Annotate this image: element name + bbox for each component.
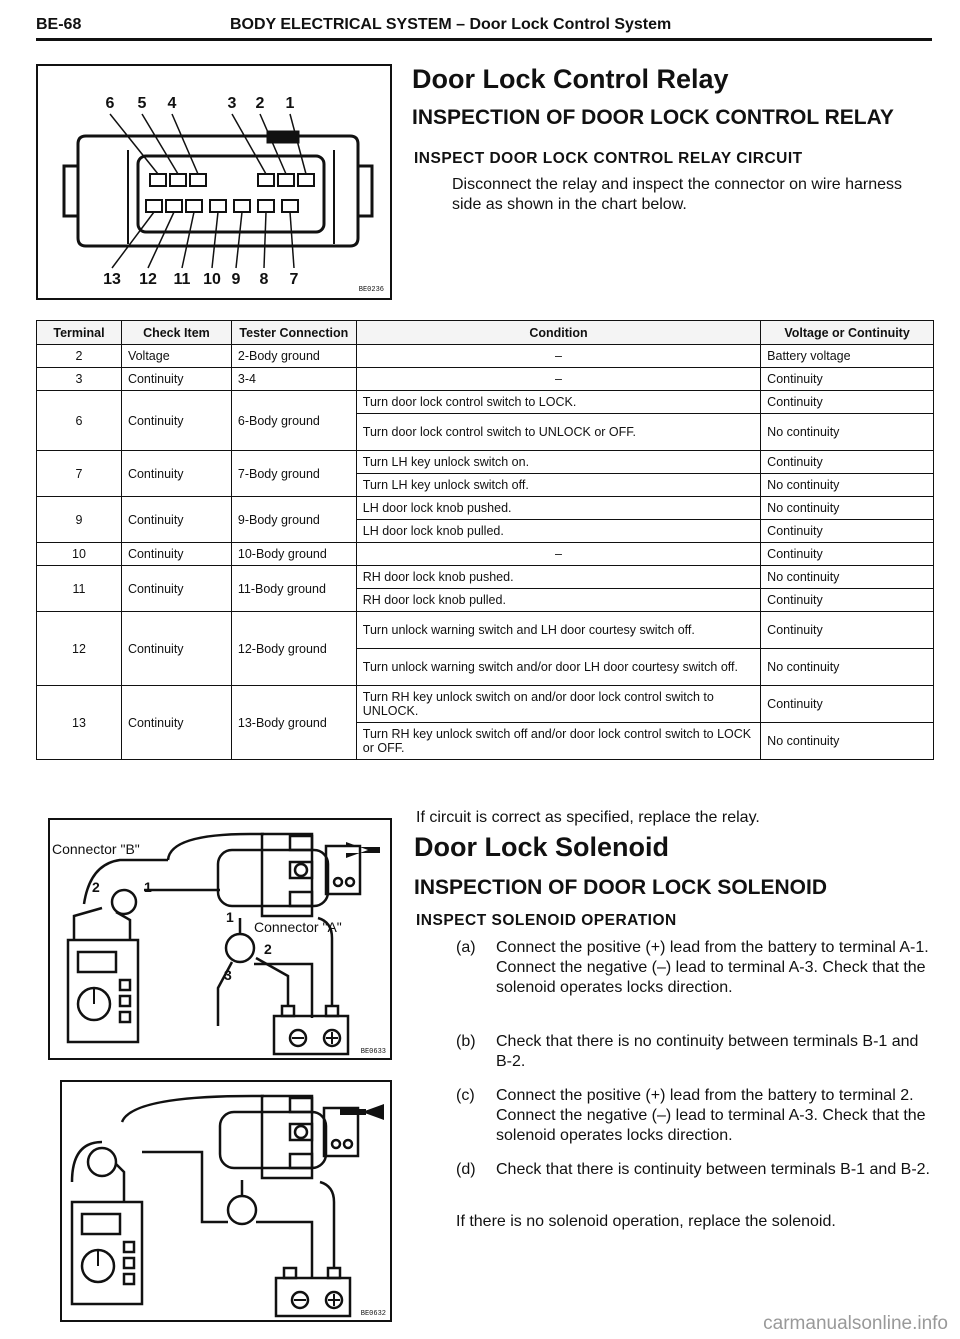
cell-tester: 10-Body ground [231, 543, 356, 566]
cell-tester: 12-Body ground [231, 612, 356, 686]
table-row [37, 345, 934, 368]
cell-tester: 13-Body ground [231, 686, 356, 760]
step-label: (c) [456, 1087, 475, 1104]
cell-check-item: Continuity [121, 391, 231, 451]
col-header-terminal: Terminal [37, 321, 122, 345]
cell-check-item: Voltage [121, 345, 231, 368]
step-label: (a) [456, 939, 476, 956]
pin-b2-label: 2 [92, 879, 100, 895]
solenoid-unlock-figure [60, 1080, 392, 1322]
pin-label-9: 9 [231, 271, 241, 288]
cell-result: Continuity [761, 391, 934, 414]
cell-tester: 6-Body ground [231, 391, 356, 451]
cell-result: No continuity [761, 497, 934, 520]
col-header-result: Voltage or Continuity [761, 321, 934, 345]
cell-condition: Turn door lock control switch to LOCK. [356, 391, 760, 414]
figure-code: BE0632 [360, 1310, 386, 1318]
step-text: Connect the positive (+) lead from the battery to terminal 2. Connect the negative (–) lead to terminal A-3. Check that the solenoid operates locks direction. [496, 1087, 926, 1144]
connector-figure [36, 64, 392, 300]
cell-condition: Turn unlock warning switch and/or door LH door courtesy switch off. [356, 649, 760, 686]
table-row [37, 566, 934, 589]
solenoid-step-a [456, 938, 932, 1022]
connector-diagram [38, 66, 390, 298]
cell-result: No continuity [761, 566, 934, 589]
cell-condition: Turn LH key unlock switch off. [356, 474, 760, 497]
pin-b1-label: 1 [144, 879, 152, 895]
pin-a1-label: 1 [226, 909, 234, 925]
solenoid-step-title: INSPECT SOLENOID OPERATION [416, 912, 677, 929]
step-text: Check that there is no continuity between terminals B-1 and B-2. [496, 1033, 919, 1070]
pin-label-11: 11 [173, 271, 191, 288]
cell-check-item: Continuity [121, 497, 231, 543]
cell-result: Continuity [761, 368, 934, 391]
cell-check-item: Continuity [121, 543, 231, 566]
pin-label-13: 13 [103, 271, 121, 288]
table-row [37, 391, 934, 414]
relay-subheading: INSPECTION OF DOOR LOCK CONTROL RELAY [412, 106, 894, 129]
cell-result: Battery voltage [761, 345, 934, 368]
pin-a2-label: 2 [264, 941, 272, 957]
table-row [37, 497, 934, 520]
cell-terminal: 6 [37, 391, 122, 451]
cell-condition: RH door lock knob pushed. [356, 566, 760, 589]
pin-label-5: 5 [137, 95, 147, 112]
cell-result: No continuity [761, 414, 934, 451]
cell-result: Continuity [761, 589, 934, 612]
cell-check-item: Continuity [121, 368, 231, 391]
cell-tester: 3-4 [231, 368, 356, 391]
pin-label-7: 7 [289, 271, 299, 288]
pin-label-4: 4 [167, 95, 177, 112]
cell-terminal: 3 [37, 368, 122, 391]
cell-condition: – [356, 345, 760, 368]
step-label: (d) [456, 1161, 476, 1178]
solenoid-unlock-diagram [62, 1082, 390, 1320]
cell-result: Continuity [761, 543, 934, 566]
lock-direction-arrow-icon [346, 842, 380, 858]
col-header-check-item: Check Item [121, 321, 231, 345]
pin-a3-label: 3 [224, 967, 232, 983]
cell-tester: 11-Body ground [231, 566, 356, 612]
connector-b-label: Connector "B" [52, 841, 140, 857]
table-row [37, 612, 934, 649]
cell-terminal: 9 [37, 497, 122, 543]
cell-condition: LH door lock knob pulled. [356, 520, 760, 543]
cell-tester: 9-Body ground [231, 497, 356, 543]
solenoid-step-d [456, 1160, 932, 1204]
cell-terminal: 12 [37, 612, 122, 686]
pin-label-12: 12 [139, 271, 157, 288]
table-row [37, 543, 934, 566]
pin-label-1: 1 [285, 95, 295, 112]
cell-condition: Turn door lock control switch to UNLOCK or OFF. [356, 414, 760, 451]
cell-check-item: Continuity [121, 612, 231, 686]
relay-conclusion: If circuit is correct as specified, replace the relay. [416, 809, 760, 826]
table-row [37, 368, 934, 391]
cell-condition: – [356, 543, 760, 566]
cell-condition: – [356, 368, 760, 391]
table-row [37, 686, 934, 723]
cell-condition: Turn LH key unlock switch on. [356, 451, 760, 474]
header-rule [36, 38, 932, 41]
step-text: Check that there is continuity between terminals B-1 and B-2. [496, 1161, 930, 1178]
solenoid-heading: Door Lock Solenoid [414, 832, 670, 862]
connector-a-label: Connector "A" [254, 919, 342, 935]
cell-condition: RH door lock knob pulled. [356, 589, 760, 612]
cell-terminal: 11 [37, 566, 122, 612]
step-label: (b) [456, 1033, 476, 1050]
relay-step-title: INSPECT DOOR LOCK CONTROL RELAY CIRCUIT [414, 150, 803, 167]
cell-condition: LH door lock knob pushed. [356, 497, 760, 520]
table-row [37, 451, 934, 474]
cell-terminal: 13 [37, 686, 122, 760]
relay-inspection-table [36, 320, 934, 760]
pin-label-3: 3 [227, 95, 237, 112]
solenoid-step-c [456, 1086, 932, 1150]
cell-result: Continuity [761, 612, 934, 649]
solenoid-subheading: INSPECTION OF DOOR LOCK SOLENOID [414, 876, 828, 899]
relay-instruction: Disconnect the relay and inspect the connector on wire harness side as shown in the chart below. [452, 176, 903, 213]
figure-code: BE0633 [360, 1048, 386, 1056]
unlock-direction-arrow-icon [340, 1104, 384, 1120]
cell-condition: Turn RH key unlock switch off and/or door lock control switch to LOCK or OFF. [356, 723, 760, 760]
pin-label-6: 6 [105, 95, 115, 112]
solenoid-step-b [456, 1032, 932, 1076]
pin-label-10: 10 [203, 271, 221, 288]
table-header-row [37, 321, 934, 345]
cell-check-item: Continuity [121, 566, 231, 612]
page-header-title: BODY ELECTRICAL SYSTEM – Door Lock Control System [230, 16, 672, 33]
col-header-tester-connection: Tester Connection [231, 321, 356, 345]
cell-result: No continuity [761, 474, 934, 497]
solenoid-conclusion: If there is no solenoid operation, replace the solenoid. [456, 1213, 836, 1230]
cell-tester: 2-Body ground [231, 345, 356, 368]
cell-result: No continuity [761, 649, 934, 686]
step-text: Connect the positive (+) lead from the battery to terminal A-1. Connect the negative (–) lead to terminal A-3. Check that the solenoid operates locks direction. [496, 939, 929, 996]
solenoid-lock-figure [48, 818, 392, 1060]
cell-result: Continuity [761, 520, 934, 543]
cell-terminal: 7 [37, 451, 122, 497]
pin-label-8: 8 [259, 271, 269, 288]
relay-heading: Door Lock Control Relay [412, 64, 729, 94]
solenoid-lock-diagram [50, 820, 390, 1058]
connector-body [64, 132, 372, 246]
watermark: carmanualsonline.info [763, 1313, 948, 1334]
cell-condition: Turn RH key unlock switch on and/or door lock control switch to UNLOCK. [356, 686, 760, 723]
cell-result: Continuity [761, 686, 934, 723]
cell-terminal: 10 [37, 543, 122, 566]
cell-check-item: Continuity [121, 686, 231, 760]
pin-label-2: 2 [255, 95, 265, 112]
cell-result: Continuity [761, 451, 934, 474]
cell-check-item: Continuity [121, 451, 231, 497]
page-code: BE-68 [36, 16, 82, 33]
cell-terminal: 2 [37, 345, 122, 368]
cell-tester: 7-Body ground [231, 451, 356, 497]
cell-result: No continuity [761, 723, 934, 760]
cell-condition: Turn unlock warning switch and LH door courtesy switch off. [356, 612, 760, 649]
figure-code: BE0236 [358, 286, 384, 294]
col-header-condition: Condition [356, 321, 760, 345]
pin-cells [146, 174, 314, 212]
